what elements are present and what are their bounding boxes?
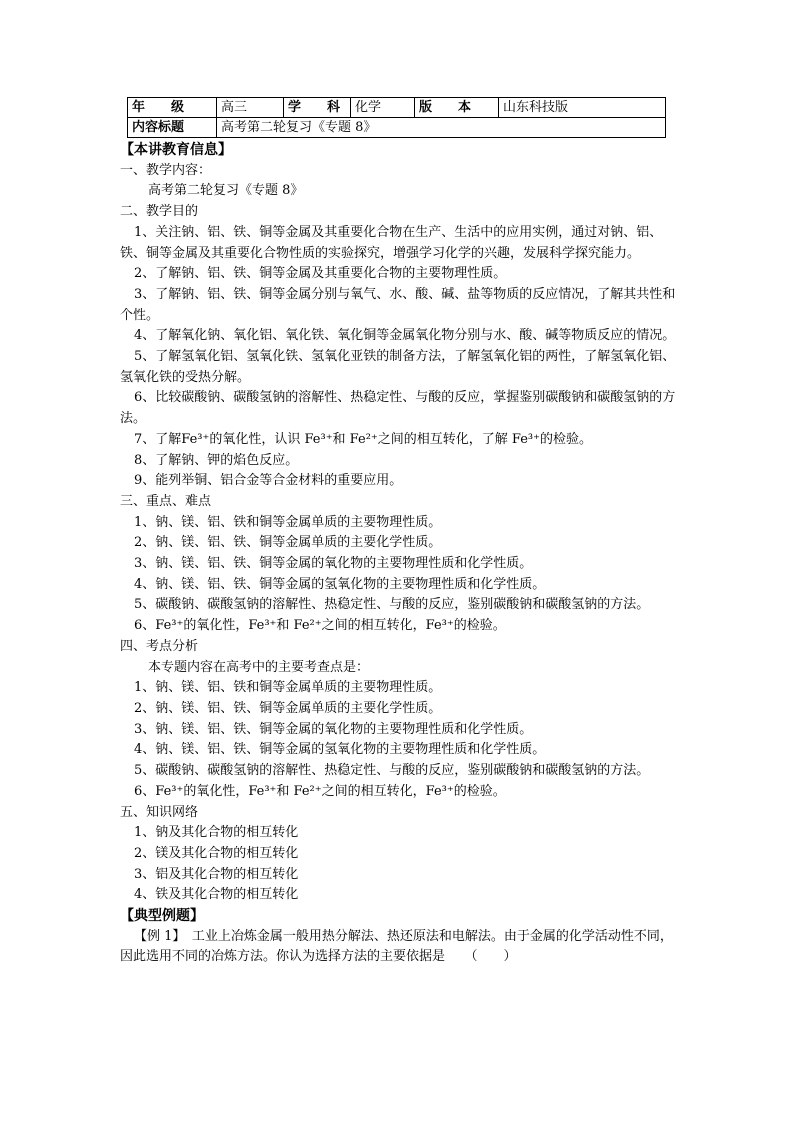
header-row-2 [128,118,666,138]
edition-label: 版 本 [415,98,499,118]
header-table [127,97,666,138]
document-body [120,140,680,968]
topic-value: 高考第二轮复习《专题 8》 [217,118,666,138]
s2-item-1: 1、关注钠、铝、铁、铜等金属及其重要化合物在生产、生活中的应用实例，通过对钠、铝、铁、铜等金属及其重要化合物性质的实验探究，增强学习化学的兴趣，发展科学探究能力。 [120,224,663,261]
s4-item-2: 2、钠、镁、铝、铁、铜等金属单质的主要化学性质。 [134,700,442,716]
s4-intro: 本专题内容在高考中的主要考查点是： [148,659,370,675]
subject-value: 化学 [351,98,415,118]
s1-title: 一、教学内容： [120,162,212,178]
s3-item-6: 6、Fe³⁺的氧化性，Fe³⁺和 Fe²⁺之间的相互转化，Fe³⁺的检验。 [134,618,506,634]
header-row-1 [128,98,666,118]
s5-item-4: 4、铁及其化合物的相互转化 [134,887,299,903]
s5-item-3: 3、铝及其化合物的相互转化 [134,866,299,882]
grade-value: 高三 [217,98,284,118]
s2-item-8: 8、了解钠、钾的焰色反应。 [134,452,299,468]
s3-item-3: 3、钠、镁、铝、铁、铜等金属的氧化物的主要物理性质和化学性质。 [134,556,533,572]
section-title-info: 【本讲教育信息】 [120,142,232,158]
s2-item-6: 6、比较碳酸钠、碳酸氢钠的溶解性、热稳定性、与酸的反应，掌握鉴别碳酸钠和碳酸氢钠的方法。 [120,390,676,427]
s3-item-1: 1、钠、镁、铝、铁和铜等金属单质的主要物理性质。 [134,514,442,530]
s5-item-2: 2、镁及其化合物的相互转化 [134,845,299,861]
s4-item-5: 5、碳酸钠、碳酸氢钠的溶解性、热稳定性、与酸的反应，鉴别碳酸钠和碳酸氢钠的方法。 [134,763,650,779]
s4-item-6: 6、Fe³⁺的氧化性，Fe³⁺和 Fe²⁺之间的相互转化，Fe³⁺的检验。 [134,783,506,799]
s5-title: 五、知识网络 [120,804,199,820]
grade-label: 年 级 [128,98,217,118]
s3-title: 三、重点、难点 [120,493,212,509]
section-title-examples: 【典型例题】 [120,908,204,925]
s2-title: 二、教学目的 [120,204,199,220]
s3-item-5: 5、碳酸钠、碳酸氢钠的溶解性、热稳定性、与酸的反应，鉴别碳酸钠和碳酸氢钠的方法。 [134,597,650,613]
s4-title: 四、考点分析 [120,638,199,654]
s4-item-3: 3、钠、镁、铝、铁、铜等金属的氧化物的主要物理性质和化学性质。 [134,721,533,737]
s1-content: 高考第二轮复习《专题 8》 [148,183,304,199]
s5-item-1: 1、钠及其化合物的相互转化 [134,825,299,841]
s4-item-1: 1、钠、镁、铝、铁和铜等金属单质的主要物理性质。 [134,680,442,696]
s4-item-4: 4、钠、镁、铝、铁、铜等金属的氢氧化物的主要物理性质和化学性质。 [134,742,546,758]
s2-item-9: 9、能列举铜、铝合金等合金材料的重要应用。 [134,473,403,489]
topic-label: 内容标题 [128,118,217,138]
s2-item-4: 4、了解氧化钠、氧化铝、氧化铁、氧化铜等金属氧化物分别与水、酸、碱等物质反应的情况。 [134,328,676,344]
s2-item-5: 5、了解氢氧化铝、氢氧化铁、氢氧化亚铁的制备方法，了解氢氧化铝的两性，了解氢氧化铝、氢氧化铁的受热分解。 [120,349,676,385]
example-1: 【例 1】 工业上冶炼金属一般用热分解法、热还原法和电解法。由于金属的化学活动性不同，因此选用不同的冶炼方法。你认为选择方法的主要依据是 （ ） [120,928,673,965]
s3-item-2: 2、钠、镁、铝、铁、铜等金属单质的主要化学性质。 [134,535,442,551]
s2-item-7: 7、了解Fe³⁺的氧化性，认识 Fe³⁺和 Fe²⁺之间的相互转化，了解 Fe³⁺的检验。 [134,431,592,447]
subject-label: 学 科 [284,98,351,118]
edition-value: 山东科技版 [499,98,666,118]
s2-item-2: 2、了解钠、铝、铁、铜等金属及其重要化合物的主要物理性质。 [134,266,507,282]
s2-item-3: 3、了解钠、铝、铁、铜等金属分别与氧气、水、酸、碱、盐等物质的反应情况，了解其共性和个性。 [120,286,676,323]
s3-item-4: 4、钠、镁、铝、铁、铜等金属的氢氧化物的主要物理性质和化学性质。 [134,576,546,592]
